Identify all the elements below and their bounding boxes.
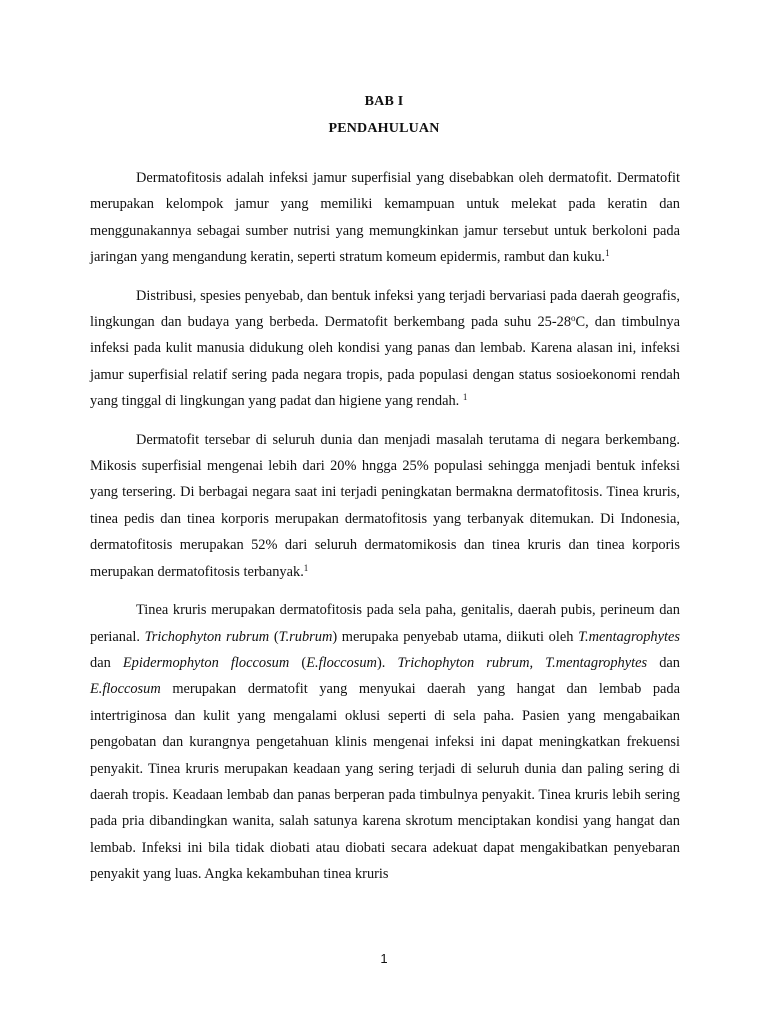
paragraph-2 (90, 283, 680, 415)
page-number: 1 (380, 951, 388, 966)
paragraph-text: ( (269, 628, 279, 645)
paragraph-text: Dermatofit tersebar di seluruh dunia dan menjadi masalah terutama di negara berkembang. Mikosis superfisial mengenai lebih dari 20% hngga 25% populasi sehingga menjadi bentuk infeksi yang tersering. Di berbagai negara saat ini terjadi peningkatan bermakna dermatofitosis. Tinea kruris, tinea pedis dan tinea korporis merupakan dermatofitosis yang terbanyak ditemukan. Di Indonesia, dermatofitosis merupakan 52% dari seluruh dermatomikosis dan tinea kruris dan tinea korporis merupakan dermatofitosis terbanyak. (90, 431, 680, 580)
chapter-title: PENDAHULUAN (328, 121, 440, 136)
paragraph-text: dan (90, 654, 123, 671)
species-abbrev: E.floccosum (90, 681, 161, 698)
species-name: Trichophyton rubrum, T.mentagrophytes (397, 654, 648, 671)
species-name: Epidermophyton floccosum (122, 654, 290, 671)
citation-ref: 1 (303, 562, 309, 573)
species-abbrev: T.rubrum (278, 628, 333, 645)
paragraph-4 (90, 597, 680, 887)
species-name: T.mentagrophytes (578, 628, 680, 645)
chapter-number: BAB I (364, 94, 404, 109)
paragraph-text: Tinea kruris merupakan dermatofitosis pada sela paha, genitalis, daerah pubis, perineum dan perianal. (90, 602, 680, 645)
paragraph-text: dan (647, 654, 680, 671)
paragraph-text: Dermatofitosis adalah infeksi jamur superfisial yang disebabkan oleh dermatofit. Dermatofit merupakan kelompok jamur yang memiliki kemampuan untuk melekat pada keratin dan menggunakannya sebagai sumber nutrisi yang memungkinkan jamur tersebut untuk berkoloni pada jaringan yang mengandung keratin, seperti stratum komeum epidermis, rambut dan kuku. (90, 170, 680, 266)
paragraph-text: merupakan dermatofit yang menyukai daerah yang hangat dan lembab pada intertriginosa dan kulit yang mengalami oklusi seperti di sela paha. Pasien yang mengabaikan pengobatan dan kurangnya pengetahuan klinis mengenai infeksi ini dapat meningkatkan frekuensi penyakit. Tinea kruris merupakan keadaan yang sering terjadi di seluruh dunia dan paling sering di daerah tropis. Keadaan lembab dan panas berperan pada timbulnya penyakit. Tinea kruris lebih sering pada pria dibandingkan wanita, salah satunya karena skrotum menciptakan kondisi yang hangat dan lembab. Infeksi ini bila tidak diobati atau diobati secara adekuat dapat mengakibatkan penyebaran penyakit yang luas. Angka kekambuhan tinea kruris (90, 681, 680, 883)
citation-ref: 1 (462, 392, 468, 403)
paragraph-text: ) merupaka penyebab utama, diikuti oleh (332, 628, 579, 645)
paragraph-3 (90, 427, 680, 585)
paragraph-text: ( (289, 654, 307, 671)
species-abbrev: E.floccosum (306, 654, 377, 671)
paragraph-1 (90, 165, 680, 271)
citation-ref: 1 (605, 248, 610, 259)
paragraph-text: C, dan timbulnya infeksi pada kulit manusia didukung oleh kondisi yang panas dan lembab. Karena alasan ini, infeksi jamur superfisial relatif sering pada negara tropis, pada populasi dengan status sosioekonomi rendah yang tinggal di lingkungan yang padat dan higiene yang rendah. (90, 314, 680, 410)
paragraph-text: ). (376, 654, 398, 671)
degree-superscript: o (571, 313, 576, 324)
paragraph-text: Distribusi, spesies penyebab, dan bentuk infeksi yang terjadi bervariasi pada daerah geografis, lingkungan dan budaya yang berbeda. Dermatofit berkembang pada suhu 25-28 (90, 287, 680, 331)
species-name: Trichophyton rubrum (144, 628, 270, 645)
body-text (90, 165, 680, 900)
